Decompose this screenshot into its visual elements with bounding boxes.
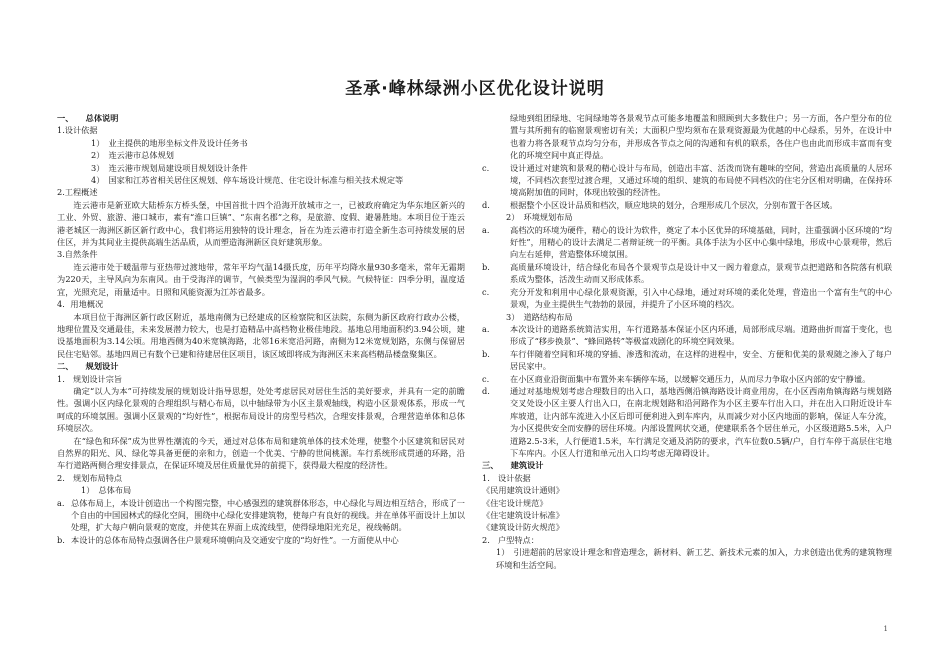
list-marker: c. — [482, 373, 490, 384]
list-text: 高质量环境设计，结合绿化布局各个景观节点是设计中又一阁力着意点，景观节点把道路和各院落有机联系成为整体，活泼生动而又形成体系。 — [510, 261, 892, 285]
left-column — [57, 112, 465, 546]
list-text: 在小区商业沿街面集中布置外来车辆停车场，以缓解交通压力，从而尽力争取小区内部的安宁静谧。 — [510, 373, 871, 384]
list-text: 高档次的环境为硬件，精心的设计为软件，奠定了本小区优异的环境基础，同时，注重强调小区环境的“均好性”，用精心的设计去满足二者辩证统一的平衡。具体手法为小区中心集中绿地，形成中心景观带，然后向左右延伸，营造整体环境氛围。 — [510, 224, 892, 260]
section-heading-overview: 一、 总体说明 — [57, 113, 119, 123]
list-marker: b. — [482, 261, 490, 272]
list-item — [482, 373, 892, 385]
reference-item: 《建筑设计防火规范》 — [482, 522, 564, 533]
list-text: 本次设计的道路系统简洁实用，车行道路基本保证小区内环通，局部形成尽端。道路曲折而富于变化，也形成了“移步换景”、“蜂回路转”等极富戏剧化的环境空间效果。 — [510, 323, 892, 347]
paragraph-site-overview: 本项目位于海洲区新行政区附近，基地南侧为已经建成的区检察院和区法院，东侧为新区政府行政办公楼，地理位置及交通最佳，未来发展潜力较大，也是打造精品中高档物业极佳地段。基地总用地面积约3.94公顷，建设基地面积为3.14公顷。用地西侧为40米宽镇海路，北邻16米宽沿河路，南侧为12米宽规划路，东侧与保留居民住宅贴邻。基地四周已有数个已建和待建居住区项目，该区域即将成为海洲区未来高档精品楼盘聚集区。 — [57, 311, 465, 359]
paragraph-unit-features: 1） 引进超前的居家设计理念和营造理念，新材料、新工艺、新技术元素的加入，力求创造出优秀的建筑物理环境和生活空间。 — [496, 547, 892, 570]
document-title: 圣承·峰林绿洲小区优化设计说明 — [345, 79, 605, 99]
subheading-unit-features: 2. 户型特点： — [482, 534, 539, 545]
list-item — [482, 162, 892, 199]
list-item: 4） 国家和江苏省相关居住区规划、停车场设计规范、住宅设计标准与相关技术规定等 — [91, 175, 404, 186]
list-marker: d. — [482, 199, 490, 210]
list-text: 本设计的总体布局特点强调各住户景观环境朝向及交通安宁度的“均好性”。一方面使从中心 — [71, 534, 399, 545]
list-item — [57, 534, 465, 546]
list-marker: a. — [57, 497, 65, 508]
subheading-road-layout: 3） 道路结构布局 — [506, 311, 573, 322]
list-text: 充分开发和利用中心绿化景观资源，引入中心绿地，通过对环境的柔化处理，营造出一个富有生气的中心景观，为业主提供生气勃勃的景园，并提升了小区环境的档次。 — [510, 286, 892, 310]
page-number: 1 — [883, 625, 888, 633]
list-marker: a. — [482, 224, 490, 235]
paragraph-project-overview: 连云港市是新亚欧大陆桥东方桥头堡，中国首批十四个沿海开放城市之一，已被政府确定为华东地区新兴的工业、外贸、旅游、港口城市，素有“淮口巨镇”、“东南名郡”之称，是旅游、度假、避暑胜地。本项目位于连云港老城区一海洲区新区新行政中心，我们将运用独特的设计理念，旨在为连云港市打造全新生态可持续发展的居住区，并为其间业主提供高端生活品质，从而塑造海洲新区良好建筑形象。 — [57, 199, 465, 248]
list-item — [482, 224, 892, 261]
list-text: 车行伴随着空间和环境的穿插、渗透和流动，在这样的进程中，安全、方便和优美的景观随之渗入了每户居民家中。 — [510, 348, 892, 372]
right-column — [482, 112, 892, 571]
list-marker: b. — [482, 348, 490, 359]
paragraph-natural-conditions: 连云港市处于暖温带与亚热带过渡地带，常年平均气温14摄氏度，历年平均降水量930多毫米，常年无霜期为220天，主导风向为东南风。由于受海洋的调节，气候类型为湿润的季风气候。气候特征：四季分明，温度适宜，光照充足，雨量适中。日照和风能资源为江苏省最多。 — [57, 261, 465, 297]
reference-item: 《住宅建筑设计标准》 — [482, 510, 564, 520]
list-text: 根据整个小区设计品质和档次，顺应地块的划分，合理形成几个层次，分别布置于各区域。 — [510, 199, 838, 210]
list-item — [482, 323, 892, 348]
list-text: 总体布局上，本设计创造出一个构图完整，中心感强烈的建筑群体形态，中心绿化与周边相互结合，形成了一个自由的中国园林式的绿化空间，围绕中心绿化安排建筑物，使每户有良好的视线。并在单体平面设计上加以处理，扩大每户朝向景观的宽度，并使其在界面上成流线型，使得绿地阳光充足，视线畅朗。 — [71, 497, 465, 533]
list-marker: a. — [482, 323, 490, 334]
subheading-overall-layout: 1） 总体布局 — [81, 485, 132, 496]
list-item: 2） 连云港市总体规划 — [91, 150, 174, 161]
reference-item: 《民用建筑设计通则》 — [482, 485, 564, 496]
subheading-layout-features: 2. 规划布局特点 — [57, 472, 123, 483]
list-item — [482, 348, 892, 373]
section-heading-planning: 二、 规划设计 — [57, 361, 119, 372]
paragraph-continued: 绿地到组团绿地、宅间绿地等各景观节点可能多地覆盖和照顾到大多数住户；另一方面，各户型分布的位置与其所拥有的临窗景观密切有关；大面积户型均须布在景观资源最为优越的中心绿系，另外，在设计中也着力将各景观节点均匀分布，并形成各节点之间的沟通和有机的联系，各住户也由此而形成丰富而有变化的环境空间中真正得益。 — [510, 113, 892, 161]
subheading-architecture-basis: 1. 设计依据 — [482, 472, 531, 483]
subheading-planning-purpose: 1. 规划设计宗旨 — [57, 373, 123, 384]
list-item — [57, 497, 465, 534]
paragraph-planning-purpose-1: 确定“以人为本”可持续发展的规划设计指导思想，处处考虑居民对居住生活的美好要求，并具有一定的前瞻性。强调小区内绿化景观的合理组织与精心布局，以中轴绿带为小区主景观轴线，构造小区景观体系，形成一气呵成的环境氛围。强调小区景观的“均好性”，根据布局设计的房型号档次，合理安排景观，合理营造单体和总体环境层次。 — [57, 385, 465, 434]
subheading-site-overview: 4．用地概况 — [57, 299, 104, 310]
list-item: 1） 业主提供的地形坐标文件及设计任务书 — [91, 137, 248, 148]
subheading-environment-layout: 2） 环境规划布局 — [506, 212, 573, 223]
list-marker: d. — [482, 385, 490, 396]
list-item — [482, 261, 892, 286]
list-item — [482, 199, 892, 211]
list-text: 设计通过对建筑和景观的精心设计与布局，创造出丰富、活泼而饶有趣味的空间，营造出高质量的人居环境，不同档次套型过渡合理，又通过环境的组织、建筑的布局使不同档次的住宅分区相对明确，在保持环境高附加值的同时，体现出较强的经济性。 — [510, 162, 892, 198]
subheading-design-basis: 1.设计依据 — [57, 125, 98, 136]
paragraph-planning-purpose-2: 在“绿色和环保”成为世界性潮流的今天，通过对总体布局和建筑单体的技术处理，使整个小区建筑和居民对自然界的阳光、风、绿化等具备更便的亲和力，创造一个优美、宁静的世间桃源。车行系统形成贯通的环路，沿车行道路两侧合理安排景点，在保证环境及居住质量优异的前提下，获得最大程度的经济性。 — [57, 435, 465, 471]
list-item — [482, 385, 892, 459]
list-marker: c. — [482, 162, 490, 173]
list-item: 3） 连云港市规划局建设项目规划设计条件 — [91, 162, 248, 173]
list-item — [482, 286, 892, 311]
section-heading-architecture: 三、 建筑设计 — [482, 460, 544, 471]
reference-item: 《住宅设计规范》 — [482, 497, 548, 508]
list-marker: c. — [482, 286, 490, 297]
list-text: 通过对基地规划考虑合理数目的出入口，基地西侧沿镇海路设计商业用房，在小区西南角镇海路与规划路交叉处设小区主要人行出入口，在南北规划路和沿河路作为小区主要车行出入口，并在出入口附近设计车库坡道，让内部车流进入小区后即可便利进入到车库内，从而减少对小区内地面的影响，保证人车分流，为小区提供安全而安静的居住环境。内部设置网状交通，使建联系各个居住单元，小区级道路5.5米，入户道路2.5-3米，人行便道1.5米，车行满足交通及消防的要求，汽车位数0.5辆/户，自行车停于高层住宅地下车库内。小区人行道和单元出入口均考虑无障碍设计。 — [510, 385, 892, 458]
subheading-project-overview: 2.工程概述 — [57, 187, 98, 198]
list-marker: b. — [57, 534, 65, 545]
subheading-natural-conditions: 3.自然条件 — [57, 249, 98, 260]
